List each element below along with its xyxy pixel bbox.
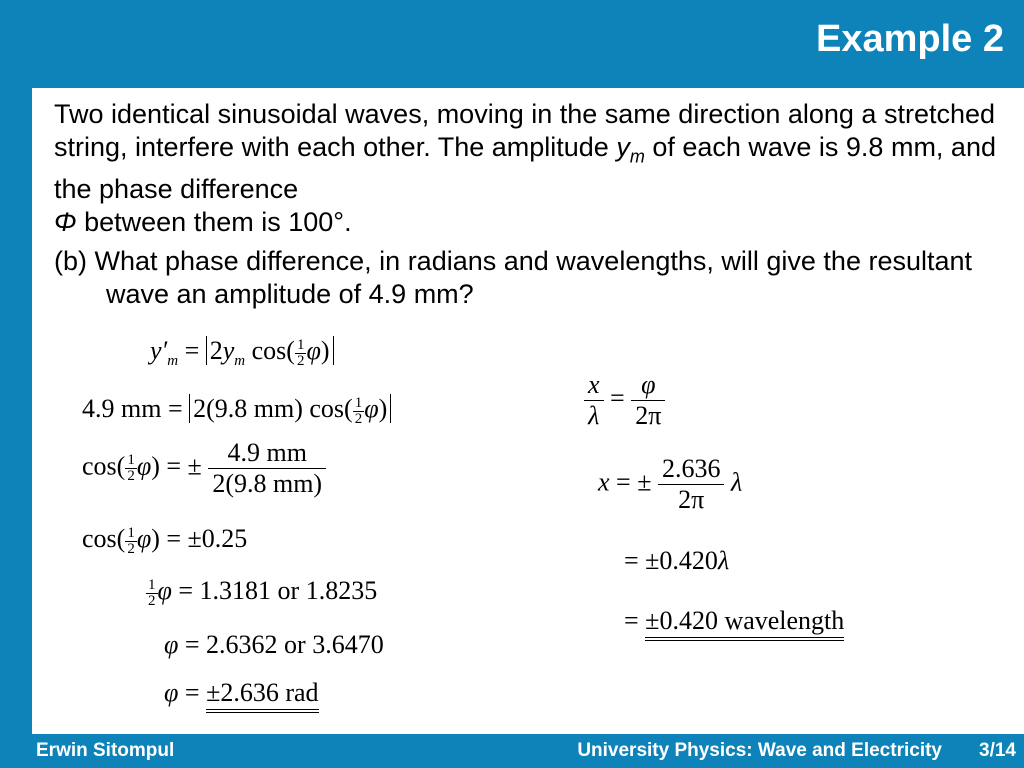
footer-course: University Physics: Wave and Electricity <box>577 740 942 761</box>
footer <box>0 734 1024 768</box>
eq-half-phi-value: $\frac{1}{2}$ φ = 1.3181 or 1.8235 <box>148 576 378 609</box>
eq-amplitude-substitution: 4.9 mm = 2(9.8 mm) cos( $\frac{1}{2}$ φ) <box>82 394 391 427</box>
eq-x-lambda-value: = ±0.420λ <box>624 546 730 575</box>
eq-wavelength-answer: = ±0.420 wavelength <box>624 606 844 636</box>
eq-x-ratio: x = ± $\frac{2.636}{2\pi}$ λ <box>598 454 743 514</box>
footer-author: Erwin Sitompul <box>36 740 175 761</box>
question-b: (b) What phase difference, in radians and wavelengths, will give the resultant wave an amplitude of 4.9 mm? <box>54 246 973 310</box>
eq-resultant-amplitude: $y'_m = 2y_m$ cos( $\frac{1}{2}$ φ) <box>150 336 334 370</box>
footer-page-number: 3/14 <box>979 740 1016 761</box>
problem-statement: Two identical sinusoidal waves, moving in the same direction along a stretched string, interfere with each other. The amplitude $y_m$ of each wave is 9.8 mm, and the phase difference Φ between them is 100°. <box>54 99 996 238</box>
slide-title: Example 2 <box>816 18 1004 60</box>
problem-text <box>54 98 1014 311</box>
eq-cos-ratio: cos( $\frac{1}{2}$ φ) = ± $\frac{4.9 mm}{2(9.8 mm)}$ <box>82 438 326 499</box>
eq-x-over-lambda: $\frac{x}{\lambda}$ = $\frac{\varphi}{2\pi}$ <box>584 370 665 431</box>
eq-phi-value: φ = 2.6362 or 3.6470 <box>164 630 384 659</box>
eq-phi-answer: φ = ±2.636 rad <box>164 678 319 708</box>
content-panel <box>32 88 1024 734</box>
eq-cos-value: cos( $\frac{1}{2}$ φ) = ±0.25 <box>82 524 248 557</box>
